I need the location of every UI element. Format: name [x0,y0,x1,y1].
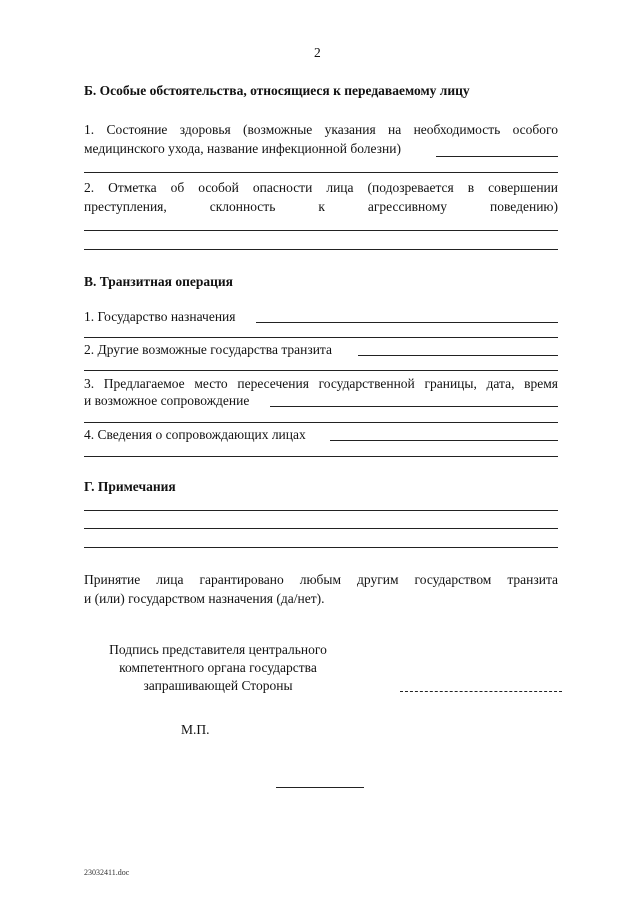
section-v-item2: 2. Другие возможные государства транзита [84,342,332,357]
field-line [84,547,558,548]
stamp-label: М.П. [181,722,210,737]
signature-line2: компетентного органа государства [119,660,317,675]
guarantee-line1: Принятие лица гарантировано любым другим государством транзита [84,572,558,587]
field-line [270,406,558,407]
field-line [256,322,558,323]
field-line [84,422,558,423]
section-b-title: Б. Особые обстоятельства, относящиеся к передаваемому лицу [84,83,470,98]
signature-line [400,691,562,692]
field-line [84,230,558,231]
field-line [330,440,558,441]
field-line [84,528,558,529]
section-g-title: Г. Примечания [84,479,176,494]
section-b-item2-line2: преступления, склонность к агрессивному поведению) [84,199,558,214]
signature-line1: Подпись представителя центрального [109,642,327,657]
field-line [84,172,558,173]
field-line [358,355,558,356]
field-line [84,510,558,511]
section-v-item3-line1: 3. Предлагаемое место пересечения государственной границы, дата, время [84,376,558,391]
field-line [436,156,558,157]
section-b-item1-line2: медицинского ухода, название инфекционной болезни) [84,141,401,156]
section-b-item1-line1: 1. Состояние здоровья (возможные указания на необходимость особого [84,122,558,137]
section-b-item2-line1: 2. Отметка об особой опасности лица (подозревается в совершении [84,180,558,195]
date-line [276,787,364,788]
signature-line3: запрашивающей Стороны [143,678,293,693]
footer-filename: 23032411.doc [84,868,130,877]
section-v-item1: 1. Государство назначения [84,309,236,324]
field-line [84,456,558,457]
page-number: 2 [314,45,321,60]
section-v-item4: 4. Сведения о сопровождающих лицах [84,427,306,442]
section-v-item3-line2: и возможное сопровождение [84,393,250,408]
field-line [84,337,558,338]
section-v-title: В. Транзитная операция [84,274,233,289]
field-line [84,370,558,371]
guarantee-line2: и (или) государством назначения (да/нет). [84,591,325,606]
field-line [84,249,558,250]
